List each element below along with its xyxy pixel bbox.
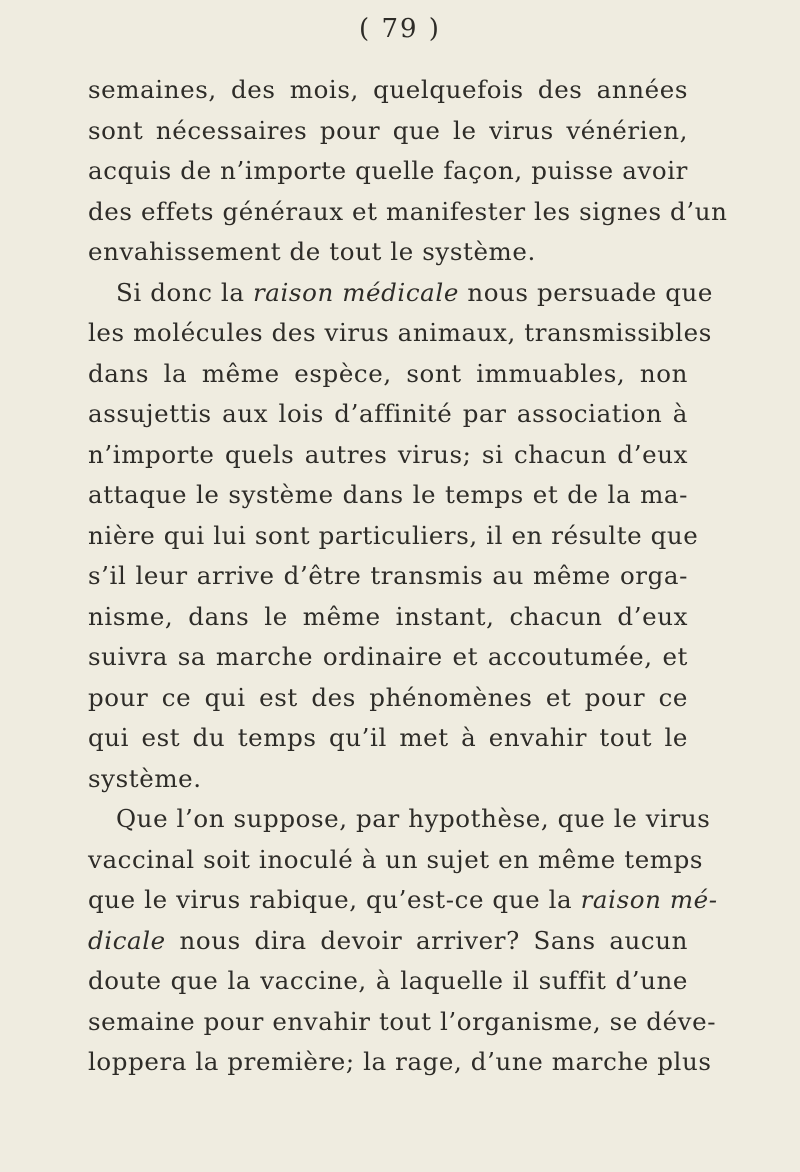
text-segment: sont nécessaires pour que le virus vénérien,	[88, 115, 688, 145]
text-line	[88, 921, 688, 962]
text-segment: que le virus rabique, qu’est-ce que la	[88, 885, 581, 914]
text-line	[88, 394, 688, 435]
text-line	[88, 475, 688, 516]
text-line	[88, 678, 688, 719]
text-segment: les molécules des virus animaux, transmissibles	[88, 318, 712, 347]
text-segment: pour ce qui est des phénomènes et pour ce	[88, 682, 688, 712]
text-line	[88, 151, 688, 192]
text-line	[88, 192, 728, 233]
text-segment: des effets généraux et manifester les signes d’un	[88, 196, 728, 226]
text-line	[88, 556, 688, 597]
text-segment: assujettis aux lois d’affinité par association à	[88, 399, 688, 428]
text-segment: s’il leur arrive d’être transmis au même orga-	[88, 561, 688, 590]
text-line	[88, 961, 688, 1002]
italic-text: dicale	[88, 925, 166, 955]
text-segment: Que l’on suppose, par hypothèse, que le virus	[116, 804, 711, 833]
text-segment: nisme, dans le même instant, chacun d’eux	[88, 601, 688, 631]
italic-text: raison mé-	[580, 885, 718, 914]
text-segment: suivra sa marche ordinaire et accoutumée, et	[88, 642, 688, 671]
text-segment: attaque le système dans le temps et de la ma-	[88, 480, 688, 509]
text-segment: n’importe quels autres virus; si chacun d’eux	[88, 439, 688, 469]
text-segment: dans la même espèce, sont immuables, non	[88, 358, 688, 388]
text-segment: envahissement de tout le système.	[88, 237, 536, 266]
text-line	[88, 718, 688, 759]
text-line	[88, 799, 711, 840]
text-segment: nous dira devoir arriver? Sans aucun	[165, 925, 688, 955]
text-line	[88, 759, 688, 800]
text-segment: système.	[88, 763, 202, 793]
text-line	[88, 313, 712, 354]
page-number: ( 79 )	[359, 14, 441, 44]
text-segment: semaines, des mois, quelquefois des années	[88, 75, 688, 104]
text-line	[88, 232, 688, 273]
text-segment: qui est du temps qu’il met à envahir tout le	[88, 723, 688, 752]
text-line	[88, 597, 688, 638]
text-line	[88, 354, 688, 395]
text-segment: semaine pour envahir tout l’organisme, se déve-	[88, 1006, 717, 1036]
text-segment: vaccinal soit inoculé à un sujet en même temps	[88, 844, 704, 874]
text-line	[88, 111, 688, 152]
text-line	[88, 70, 688, 111]
text-line	[88, 435, 688, 476]
text-segment: nous persuade que	[458, 277, 713, 307]
text-segment: loppera la première; la rage, d’une marche plus	[88, 1047, 712, 1076]
text-segment: nière qui lui sont particuliers, il en résulte que	[88, 520, 699, 550]
text-line	[88, 516, 699, 557]
text-line	[88, 273, 713, 314]
italic-text: raison médicale	[252, 277, 459, 307]
text-segment: doute que la vaccine, à laquelle il suffit d’une	[88, 966, 688, 995]
text-line	[88, 840, 704, 881]
text-line	[88, 1002, 717, 1043]
text-line	[88, 880, 718, 921]
body-text	[88, 70, 728, 1083]
text-line	[88, 637, 688, 678]
text-line	[88, 1042, 712, 1083]
text-segment: Si donc la	[116, 277, 253, 307]
text-segment: acquis de n’importe quelle façon, puisse avoir	[88, 156, 688, 185]
